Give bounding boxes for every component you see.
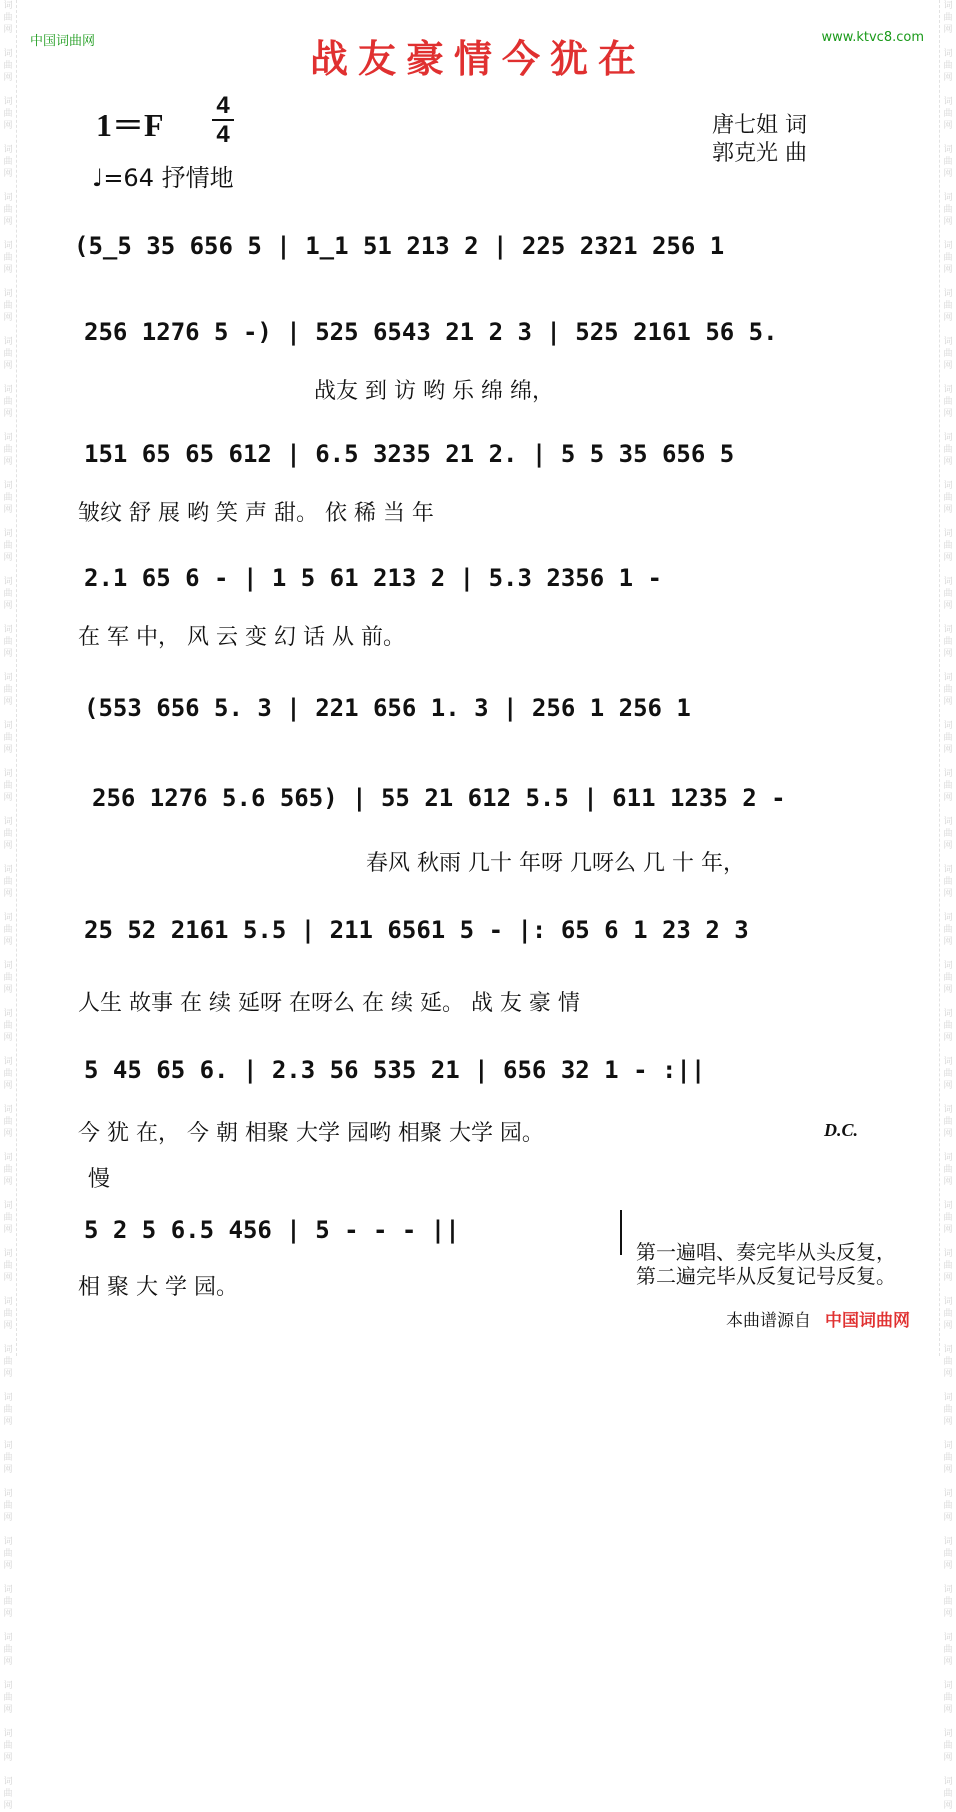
right-watermark-strip: 词 曲 网 词 曲 网 词 曲 网 词 曲 网 词 曲 网 词 曲 网 词 曲 网 词 曲 网 词 曲 网 词 曲 网 词 曲 网 词 曲 网 词 曲 网 词 曲 网 词 曲 网 词 曲 网 词 曲 网 词 曲 网 词 曲 网 词 曲 网 词 曲 网 词 曲 网 词 曲 网 词 曲 网 词 曲 网 词 曲 网 词 曲 网 词 曲 网 词 曲 网 词 曲 网 词 曲 网 词 曲 网 词 曲 网 词 曲 网 词 曲 网 词 曲 网 词 曲 网 词 曲 网: [939, 0, 956, 1356]
notes-bracket: [620, 1210, 626, 1255]
footer: [726, 1306, 910, 1331]
meter-bottom: 4: [216, 121, 230, 148]
footer-brand-link[interactable]: 中国词曲网: [825, 1311, 910, 1331]
notation-line: 5 45 65 6. | 2.3 56 535 21 | 656 32 1 - :||: [84, 1056, 706, 1084]
notation-line: (5̲5 35 656 5 | 1̲1 51 213 2 | 225 2321 256 1: [74, 232, 725, 260]
song-title: 战友豪情今犹在: [309, 36, 646, 81]
lyric-line: 春风 秋雨 几十 年呀 几呀么 几 十 年，: [366, 851, 745, 876]
note-line-2: 第二遍完毕从反复记号反复。: [636, 1264, 896, 1288]
dc-marking: D.C.: [824, 1120, 859, 1140]
notation-line: 5 2 5 6.5 456 | 5 - - - ||: [84, 1216, 460, 1244]
lyric-line: 人生 故事 在 续 延呀 在呀么 在 续 延。 战 友 豪 情: [78, 991, 580, 1016]
lyrics-row-2: [314, 374, 868, 405]
lyrics-row-4: [78, 620, 868, 651]
site-name-left[interactable]: 中国词曲网: [30, 34, 96, 49]
footer-source: 本曲谱源自: [726, 1311, 811, 1331]
lyrics-row-6: [366, 846, 868, 877]
lyrics-row-7: [78, 986, 868, 1017]
lyric-line: 相 聚 大 学 园。: [78, 1275, 238, 1300]
tempo-marking: ♩=64 抒情地: [92, 164, 234, 192]
slow-marking: 慢: [88, 1167, 111, 1192]
notation-line: 151 65 65 612 | 6.5 3235 21 2. | 5 5 35 656 5: [84, 440, 735, 468]
notation-line: 25 52 2161 5.5 | 211 6561 5 - |: 65 6 1 23 2 3: [84, 916, 749, 944]
notation-line: 256 1276 5 -) | 525 6543 21 2 3 | 525 2161 56 5.: [84, 318, 778, 346]
time-signature: [208, 92, 238, 148]
lyrics-row-8: [78, 1116, 868, 1147]
lyric-line: 在 军 中， 风 云 变 幻 话 从 前。: [78, 625, 405, 650]
lyricist-credit: 唐七姐 词: [712, 113, 807, 138]
notation-line: 2.1 65 6 - | 1 5 61 213 2 | 5.3 2356 1 -: [84, 564, 662, 592]
lyric-line: 今 犹 在， 今 朝 相聚 大学 园哟 相聚 大学 园。: [78, 1121, 544, 1146]
lyric-line: 战友 到 访 哟 乐 绵 绵，: [314, 379, 554, 404]
notation-line: (553 656 5. 3 | 221 656 1. 3 | 256 1 256 1: [84, 694, 691, 722]
left-watermark-strip: 词 曲 网 词 曲 网 词 曲 网 词 曲 网 词 曲 网 词 曲 网 词 曲 网 词 曲 网 词 曲 网 词 曲 网 词 曲 网 词 曲 网 词 曲 网 词 曲 网 词 曲 网 词 曲 网 词 曲 网 词 曲 网 词 曲 网 词 曲 网 词 曲 网 词 曲 网 词 曲 网 词 曲 网 词 曲 网 词 曲 网 词 曲 网 词 曲 网 词 曲 网 词 曲 网 词 曲 网 词 曲 网 词 曲 网 词 曲 网 词 曲 网 词 曲 网 词 曲 网 词 曲 网: [0, 0, 17, 1356]
lyrics-row-3: [78, 496, 868, 527]
composer-credit: 郭克光 曲: [712, 141, 807, 166]
note-line-1: 第一遍唱、奏完毕从头反复，: [636, 1240, 896, 1264]
meter-top: 4: [216, 92, 230, 119]
site-url-right[interactable]: www.ktvc8.com: [821, 30, 924, 45]
notation-line: 256 1276 5.6 565) | 55 21 612 5.5 | 611 1235 2 -: [92, 784, 786, 812]
key-signature: 1＝F: [96, 107, 164, 143]
lyric-line: 皱纹 舒 展 哟 笑 声 甜。 依 稀 当 年: [78, 501, 434, 526]
performance-notes: [636, 1240, 896, 1288]
credits: [712, 112, 807, 168]
